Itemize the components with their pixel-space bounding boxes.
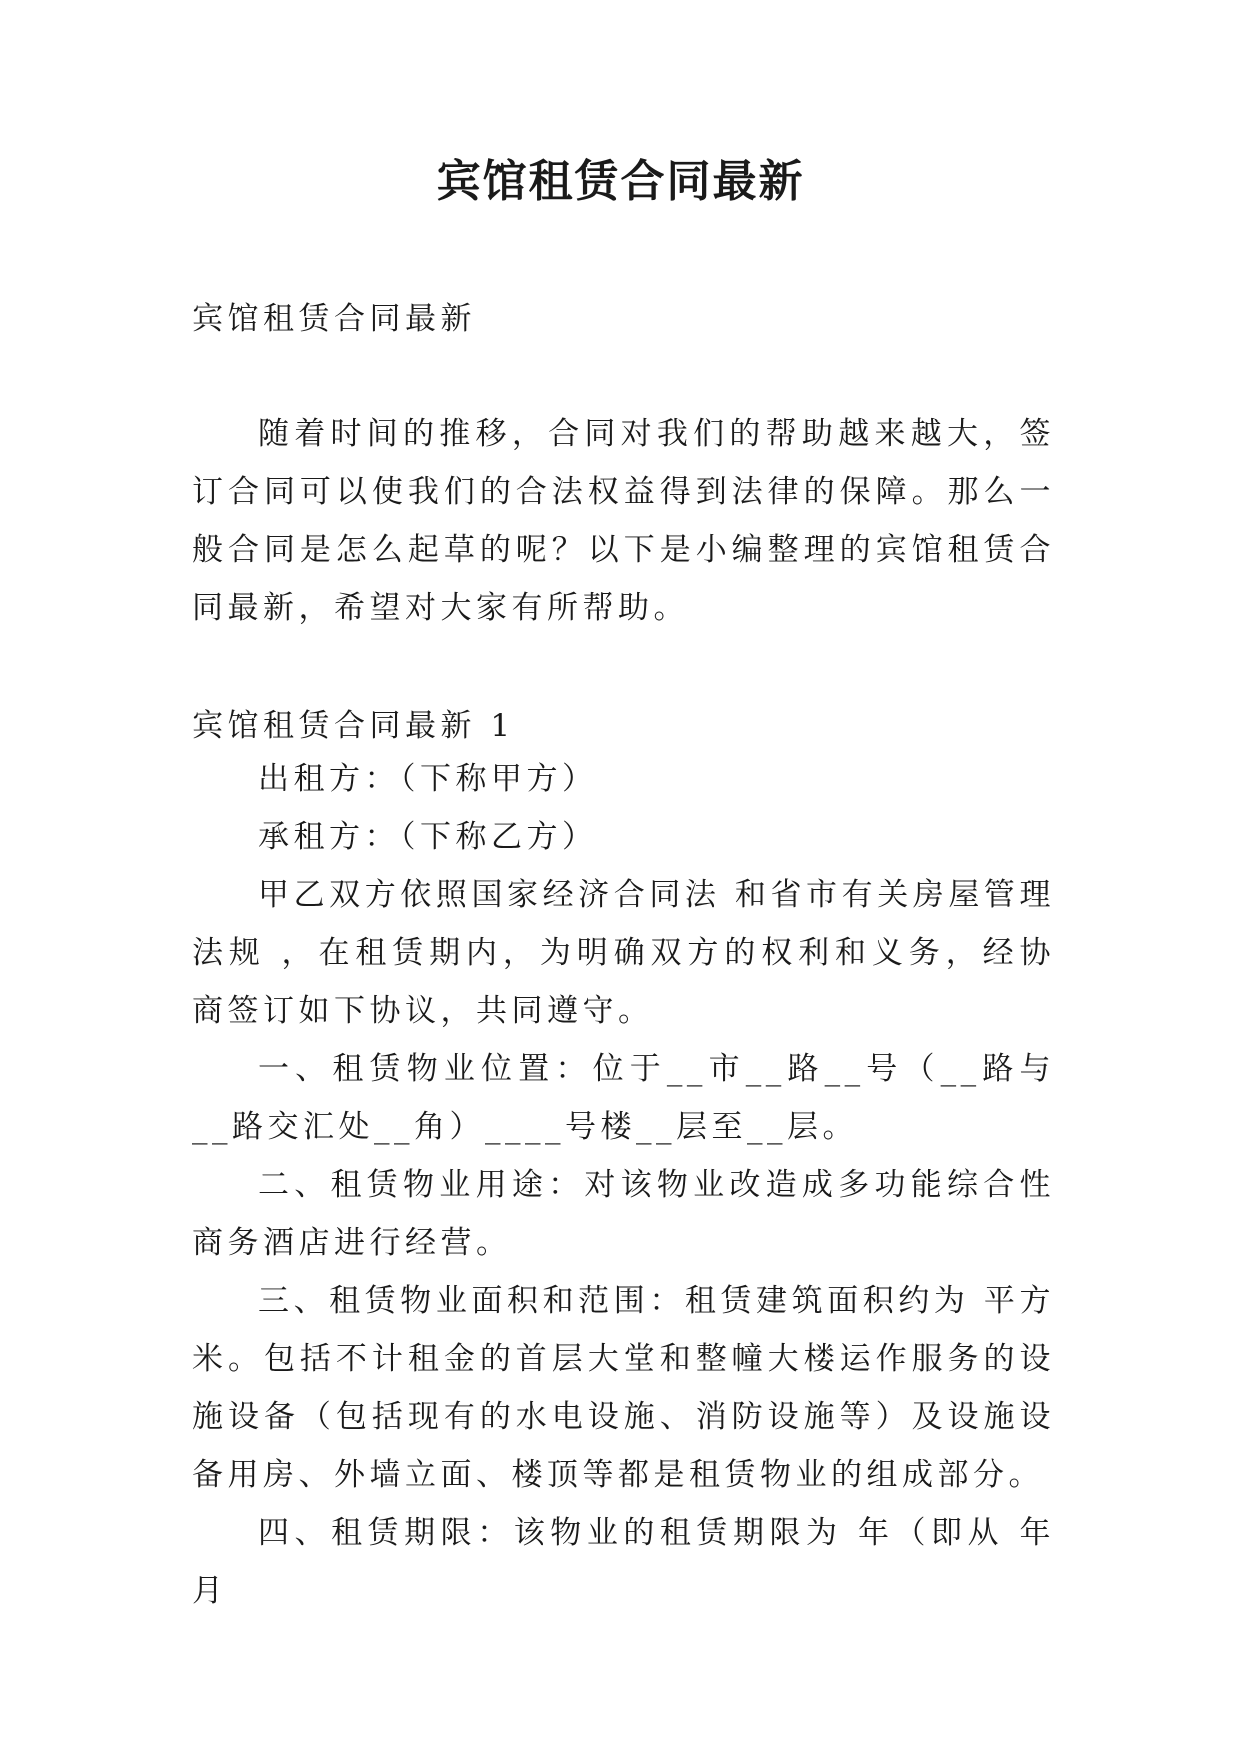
lessor-line: 出租方：（下称甲方） xyxy=(258,761,598,797)
document-title: 宾馆租赁合同最新 xyxy=(436,156,805,207)
document-subtitle: 宾馆租赁合同最新 xyxy=(192,301,476,337)
clause-location: 一、租赁物业位置：位于__市__路__号（__路与__路交汇处__角）____号楼__层至__层。 xyxy=(192,1051,1055,1145)
preamble-paragraph: 甲乙双方依照国家经济合同法 和省市有关房屋管理法规 ，在租赁期内，为明确双方的权利和义务，经协商签订如下协议，共同遵守。 xyxy=(192,877,1055,1029)
lessee-line: 承租方：（下称乙方） xyxy=(258,819,598,855)
section-heading: 宾馆租赁合同最新 1 xyxy=(192,708,515,744)
clause-purpose: 二、租赁物业用途：对该物业改造成多功能综合性商务酒店进行经营。 xyxy=(192,1167,1055,1261)
clause-area: 三、租赁物业面积和范围：租赁建筑面积约为 平方米。包括不计租金的首层大堂和整幢大楼运作服务的设施设备（包括现有的水电设施、消防设施等）及设施设备用房、外墙立面、楼顶等都是租赁物业的组成部分。 xyxy=(192,1283,1055,1493)
clause-term: 四、租赁期限：该物业的租赁期限为 年（即从 年 月 xyxy=(192,1515,1055,1609)
intro-paragraph: 随着时间的推移，合同对我们的帮助越来越大，签订合同可以使我们的合法权益得到法律的保障。那么一般合同是怎么起草的呢？以下是小编整理的宾馆租赁合同最新，希望对大家有所帮助。 xyxy=(192,416,1055,626)
contract-clauses xyxy=(192,750,1055,1620)
